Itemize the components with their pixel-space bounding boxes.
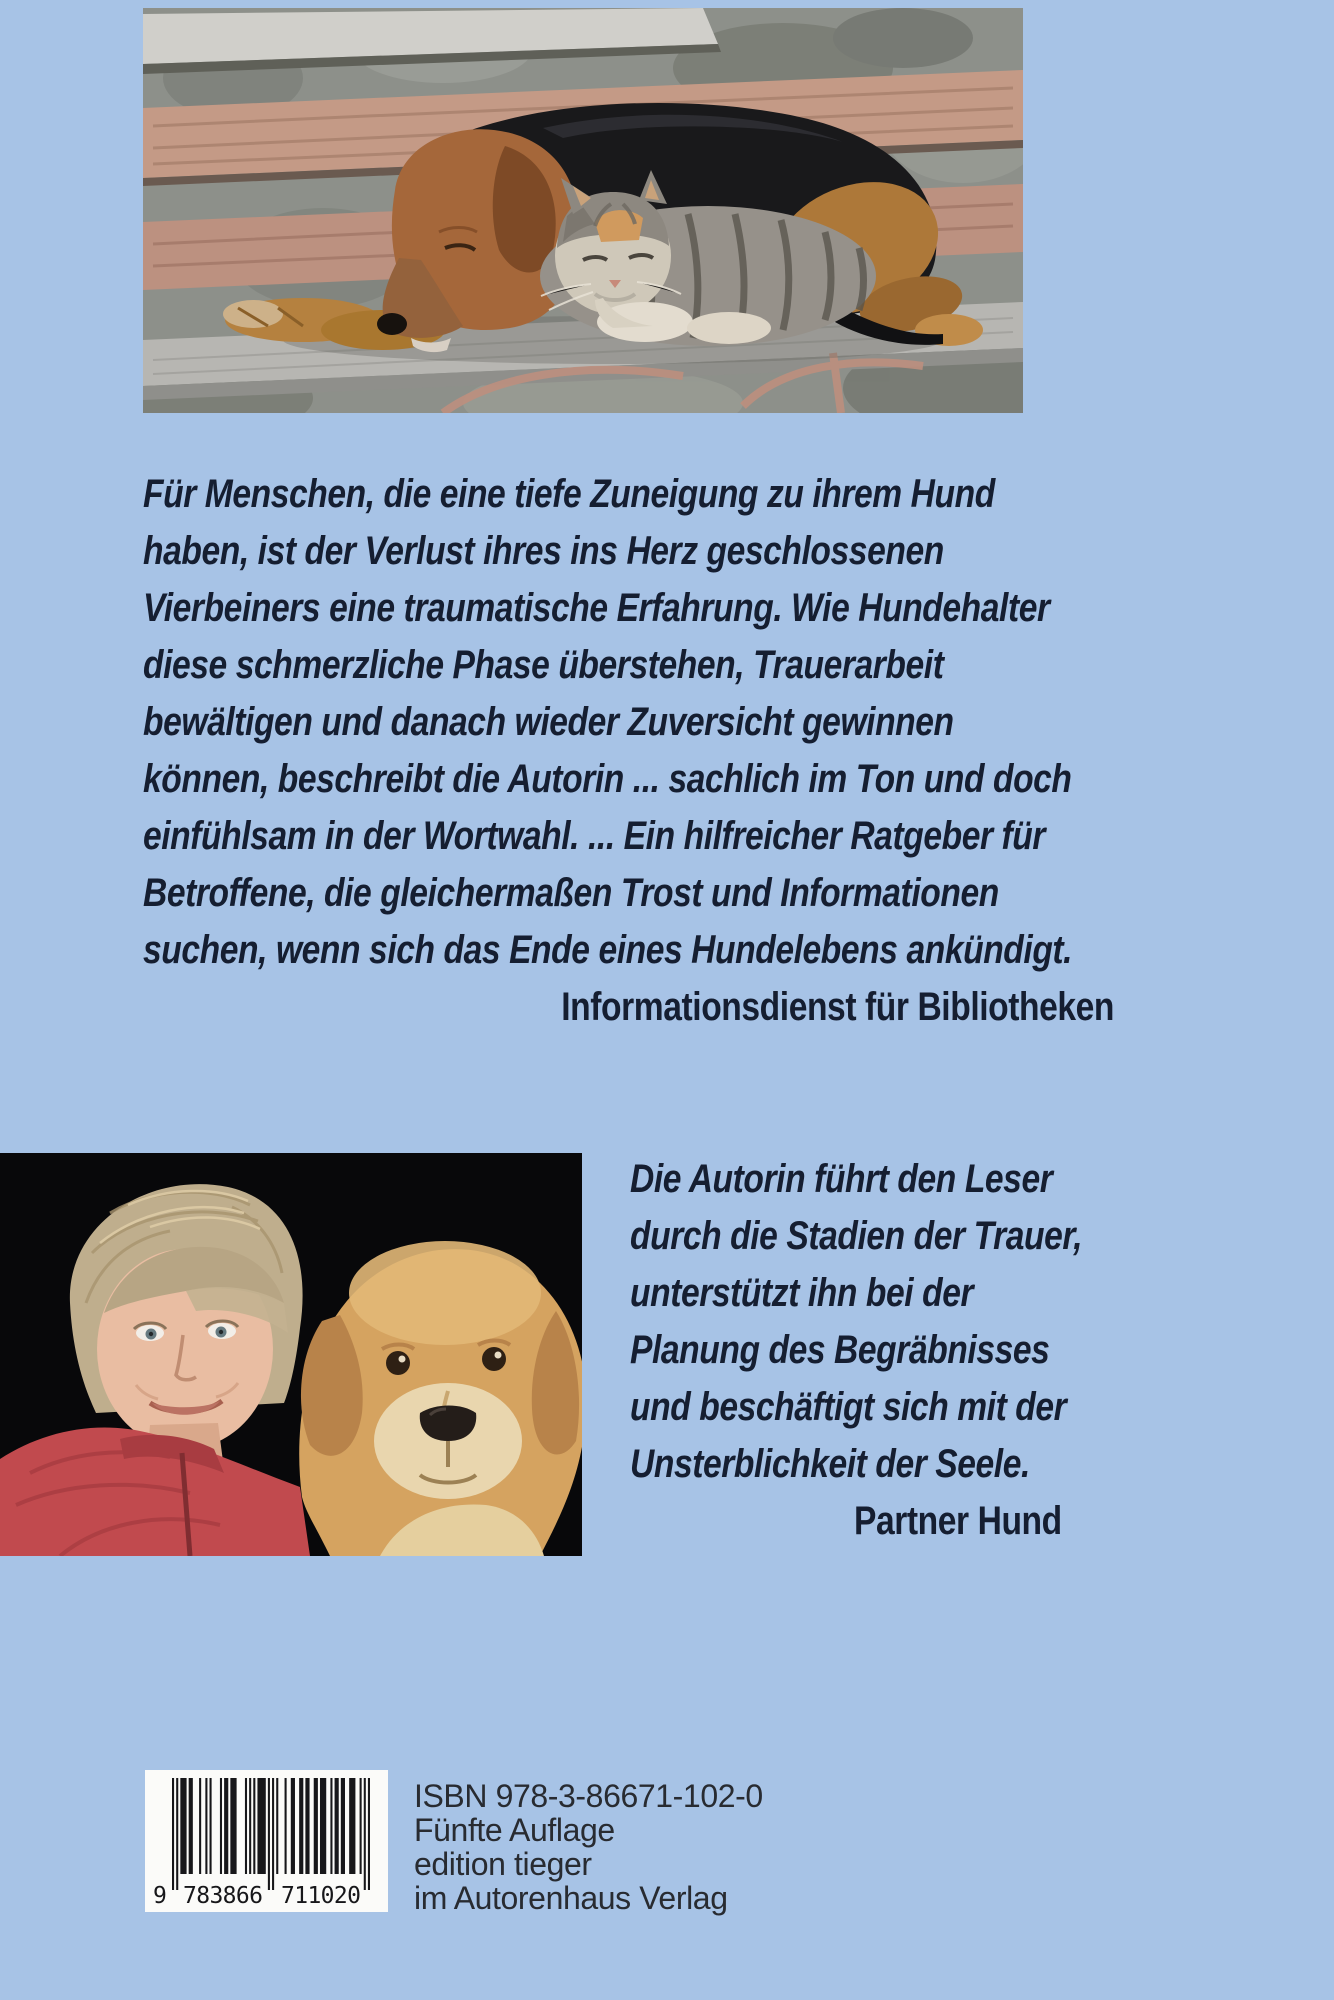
review-quote bbox=[143, 466, 1114, 979]
author-quote-line: unterstützt ihn bei der bbox=[630, 1271, 974, 1315]
review-quote-line: suchen, wenn sich das Ende eines Hundelebens ankündigt. bbox=[143, 928, 1073, 972]
review-quote-line: Für Menschen, die eine tiefe Zuneigung zu ihrem Hund bbox=[143, 472, 995, 516]
barcode-digits-group1: 783866 bbox=[183, 1883, 263, 1909]
review-attribution-text: Informationsdienst für Bibliotheken bbox=[561, 985, 1115, 1029]
publisher-line-2: im Autorenhaus Verlag bbox=[414, 1880, 728, 1916]
review-quote-line: Betroffene, die gleichermaßen Trost und Informationen bbox=[143, 871, 999, 915]
author-quote-line: Unsterblichkeit der Seele. bbox=[630, 1442, 1030, 1486]
dog-and-cat-illustration bbox=[143, 8, 1023, 413]
review-quote-line: haben, ist der Verlust ihres ins Herz geschlossenen bbox=[143, 529, 944, 573]
publisher-line-1: edition tieger bbox=[414, 1846, 592, 1882]
author-quote bbox=[630, 1151, 1083, 1493]
author-attribution bbox=[630, 1493, 1062, 1550]
author-quote-line: durch die Stadien der Trauer, bbox=[630, 1214, 1083, 1258]
author-photo bbox=[0, 1153, 582, 1556]
edition-line: Fünfte Auflage bbox=[414, 1812, 615, 1848]
review-quote-line: diese schmerzliche Phase überstehen, Trauerarbeit bbox=[143, 643, 944, 687]
author-quote-line: Die Autorin führt den Leser bbox=[630, 1157, 1053, 1201]
review-quote-line: einfühlsam in der Wortwahl. ... Ein hilfreicher Ratgeber für bbox=[143, 814, 1046, 858]
review-quote-line: können, beschreibt die Autorin ... sachlich im Ton und doch bbox=[143, 757, 1072, 801]
barcode-digit-left: 9 bbox=[153, 1883, 167, 1909]
author-quote-line: Planung des Begräbnisses bbox=[630, 1328, 1050, 1372]
author-attribution-text: Partner Hund bbox=[853, 1499, 1062, 1543]
ean13-barcode bbox=[145, 1770, 388, 1912]
review-quote-line: Vierbeiners eine traumatische Erfahrung. Wie Hundehalter bbox=[143, 586, 1050, 630]
review-quote-line: bewältigen und danach wieder Zuversicht gewinnen bbox=[143, 700, 954, 744]
isbn-line: ISBN 978-3-86671-102-0 bbox=[414, 1778, 763, 1814]
author-portrait-illustration bbox=[0, 1153, 582, 1556]
review-attribution bbox=[143, 979, 1114, 1036]
dog-and-cat-photo bbox=[143, 8, 1023, 413]
isbn-barcode bbox=[145, 1770, 388, 1912]
imprint-block bbox=[414, 1779, 763, 1915]
barcode-digits-group2: 711020 bbox=[281, 1883, 361, 1909]
author-quote-line: und beschäftigt sich mit der bbox=[630, 1385, 1067, 1429]
